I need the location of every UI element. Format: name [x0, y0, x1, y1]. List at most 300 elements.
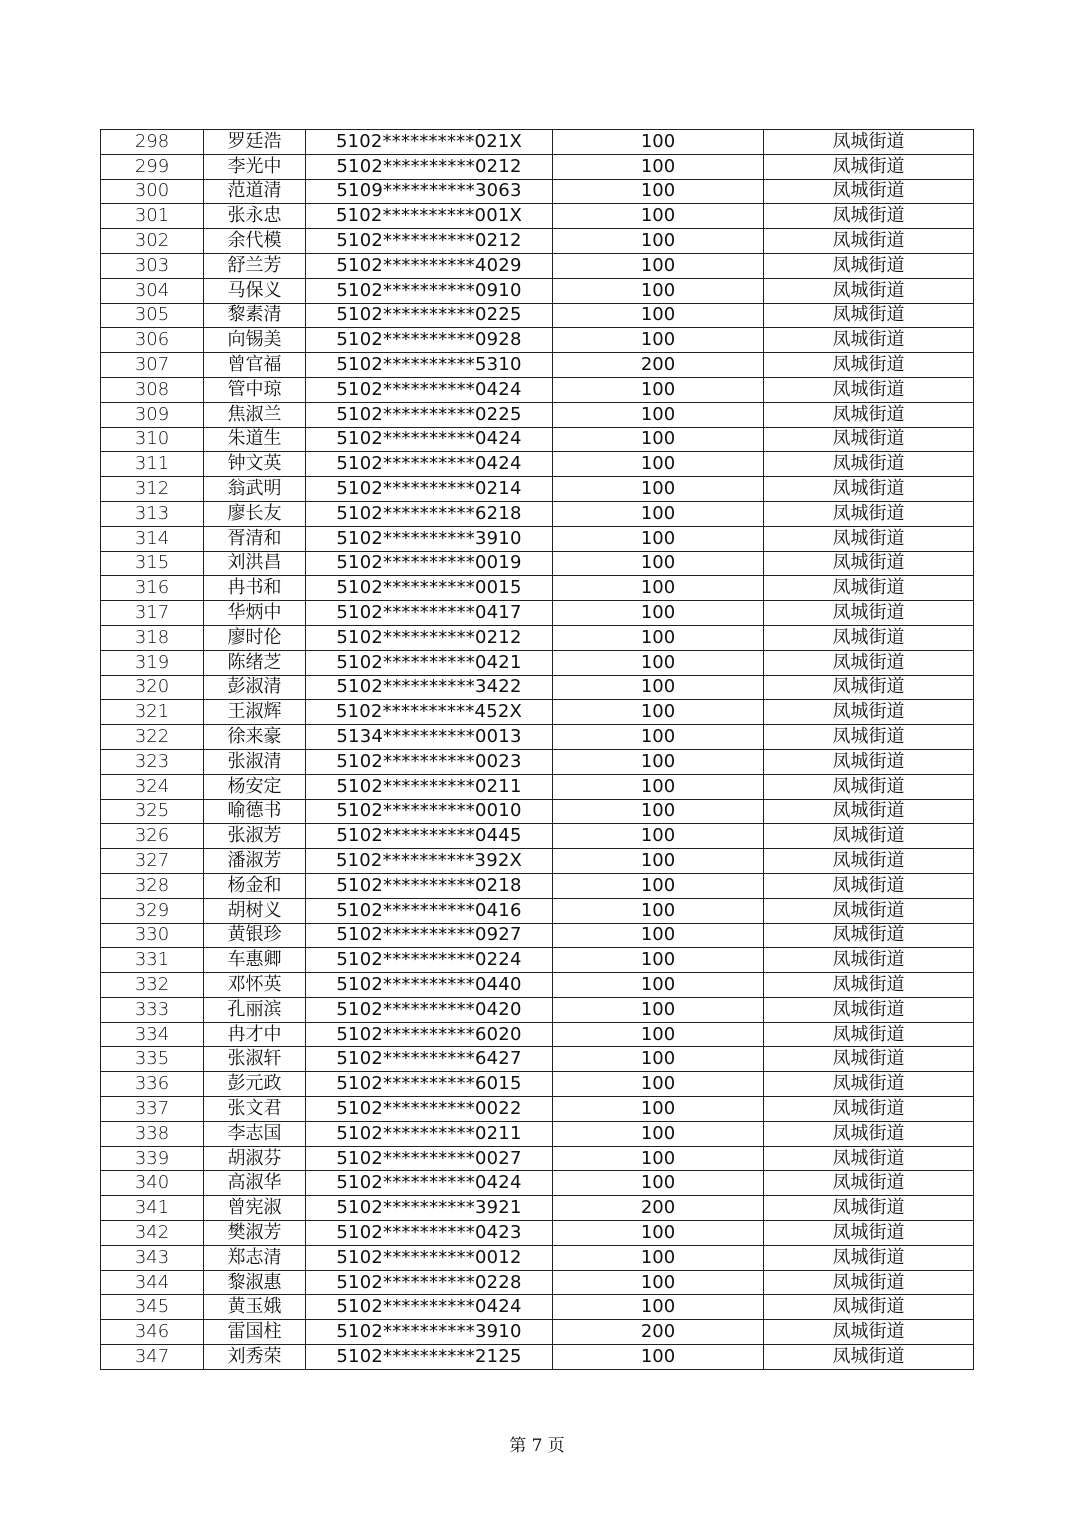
street-cell: 凤城街道	[764, 576, 974, 601]
name-cell: 李光中	[204, 154, 306, 179]
amount-cell: 100	[553, 601, 764, 626]
id-number-cell: 5102**********001X	[306, 204, 553, 229]
table-row	[101, 601, 974, 626]
name-cell: 陈绪芝	[204, 650, 306, 675]
street-cell: 凤城街道	[764, 749, 974, 774]
id-number-cell: 5102**********0423	[306, 1221, 553, 1246]
amount-cell: 100	[553, 1022, 764, 1047]
id-number-cell: 5102**********0421	[306, 650, 553, 675]
id-number-cell: 5102**********0417	[306, 601, 553, 626]
name-cell: 罗廷浩	[204, 130, 306, 155]
row-number-cell: 298	[101, 130, 204, 155]
row-number-cell: 340	[101, 1171, 204, 1196]
id-number-cell: 5102**********0214	[306, 477, 553, 502]
id-number-cell: 5102**********3422	[306, 675, 553, 700]
id-number-cell: 5102**********0211	[306, 774, 553, 799]
name-cell: 高淑华	[204, 1171, 306, 1196]
row-number-cell: 335	[101, 1047, 204, 1072]
amount-cell: 100	[553, 1270, 764, 1295]
street-cell: 凤城街道	[764, 427, 974, 452]
row-number-cell: 323	[101, 749, 204, 774]
street-cell: 凤城街道	[764, 1196, 974, 1221]
street-cell: 凤城街道	[764, 799, 974, 824]
amount-cell: 100	[553, 551, 764, 576]
row-number-cell: 327	[101, 849, 204, 874]
row-number-cell: 310	[101, 427, 204, 452]
id-number-cell: 5102**********0225	[306, 402, 553, 427]
table-row	[101, 824, 974, 849]
id-number-cell: 5134**********0013	[306, 725, 553, 750]
table-row	[101, 576, 974, 601]
id-number-cell: 5102**********3910	[306, 1320, 553, 1345]
table-row	[101, 650, 974, 675]
id-number-cell: 5102**********0218	[306, 873, 553, 898]
street-cell: 凤城街道	[764, 997, 974, 1022]
id-number-cell: 5102**********0211	[306, 1121, 553, 1146]
name-cell: 刘秀荣	[204, 1345, 306, 1370]
amount-cell: 100	[553, 774, 764, 799]
table-row	[101, 997, 974, 1022]
name-cell: 刘洪昌	[204, 551, 306, 576]
name-cell: 管中琼	[204, 377, 306, 402]
street-cell: 凤城街道	[764, 1221, 974, 1246]
row-number-cell: 312	[101, 477, 204, 502]
name-cell: 廖时伦	[204, 625, 306, 650]
row-number-cell: 329	[101, 898, 204, 923]
name-cell: 王淑辉	[204, 700, 306, 725]
id-number-cell: 5102**********6427	[306, 1047, 553, 1072]
street-cell: 凤城街道	[764, 278, 974, 303]
row-number-cell: 318	[101, 625, 204, 650]
name-cell: 焦淑兰	[204, 402, 306, 427]
table-row	[101, 328, 974, 353]
street-cell: 凤城街道	[764, 725, 974, 750]
id-number-cell: 5102**********0224	[306, 948, 553, 973]
row-number-cell: 337	[101, 1097, 204, 1122]
name-cell: 潘淑芳	[204, 849, 306, 874]
amount-cell: 100	[553, 973, 764, 998]
table-row	[101, 923, 974, 948]
street-cell: 凤城街道	[764, 328, 974, 353]
amount-cell: 100	[553, 700, 764, 725]
row-number-cell: 341	[101, 1196, 204, 1221]
street-cell: 凤城街道	[764, 1171, 974, 1196]
row-number-cell: 308	[101, 377, 204, 402]
id-number-cell: 5102**********0023	[306, 749, 553, 774]
amount-cell: 100	[553, 1047, 764, 1072]
row-number-cell: 319	[101, 650, 204, 675]
row-number-cell: 336	[101, 1072, 204, 1097]
name-cell: 车惠卿	[204, 948, 306, 973]
street-cell: 凤城街道	[764, 303, 974, 328]
amount-cell: 100	[553, 824, 764, 849]
name-cell: 曾官福	[204, 353, 306, 378]
amount-cell: 100	[553, 849, 764, 874]
name-cell: 曾宪淑	[204, 1196, 306, 1221]
id-number-cell: 5102**********0424	[306, 427, 553, 452]
amount-cell: 100	[553, 948, 764, 973]
id-number-cell: 5102**********0424	[306, 377, 553, 402]
street-cell: 凤城街道	[764, 377, 974, 402]
amount-cell: 100	[553, 526, 764, 551]
id-number-cell: 5102**********6218	[306, 501, 553, 526]
street-cell: 凤城街道	[764, 179, 974, 204]
table-row	[101, 1146, 974, 1171]
name-cell: 钟文英	[204, 452, 306, 477]
street-cell: 凤城街道	[764, 526, 974, 551]
street-cell: 凤城街道	[764, 873, 974, 898]
amount-cell: 100	[553, 749, 764, 774]
id-number-cell: 5102**********021X	[306, 130, 553, 155]
table-row	[101, 1072, 974, 1097]
table-row	[101, 501, 974, 526]
name-cell: 黎素清	[204, 303, 306, 328]
street-cell: 凤城街道	[764, 948, 974, 973]
row-number-cell: 342	[101, 1221, 204, 1246]
table-row	[101, 625, 974, 650]
table-row	[101, 1295, 974, 1320]
amount-cell: 100	[553, 725, 764, 750]
amount-cell: 100	[553, 1245, 764, 1270]
id-number-cell: 5102**********0416	[306, 898, 553, 923]
street-cell: 凤城街道	[764, 1022, 974, 1047]
amount-cell: 100	[553, 130, 764, 155]
street-cell: 凤城街道	[764, 130, 974, 155]
table-row	[101, 1097, 974, 1122]
id-number-cell: 5102**********0445	[306, 824, 553, 849]
amount-cell: 100	[553, 154, 764, 179]
id-number-cell: 5102**********0424	[306, 1171, 553, 1196]
name-cell: 范道清	[204, 179, 306, 204]
name-cell: 张淑清	[204, 749, 306, 774]
row-number-cell: 338	[101, 1121, 204, 1146]
street-cell: 凤城街道	[764, 1320, 974, 1345]
id-number-cell: 5102**********4029	[306, 253, 553, 278]
name-cell: 廖长友	[204, 501, 306, 526]
name-cell: 冉书和	[204, 576, 306, 601]
street-cell: 凤城街道	[764, 501, 974, 526]
amount-cell: 100	[553, 1171, 764, 1196]
row-number-cell: 328	[101, 873, 204, 898]
street-cell: 凤城街道	[764, 1345, 974, 1370]
amount-cell: 100	[553, 253, 764, 278]
row-number-cell: 345	[101, 1295, 204, 1320]
table-row	[101, 204, 974, 229]
row-number-cell: 305	[101, 303, 204, 328]
street-cell: 凤城街道	[764, 353, 974, 378]
row-number-cell: 334	[101, 1022, 204, 1047]
id-number-cell: 5102**********0225	[306, 303, 553, 328]
row-number-cell: 320	[101, 675, 204, 700]
table-row	[101, 229, 974, 254]
row-number-cell: 333	[101, 997, 204, 1022]
amount-cell: 100	[553, 675, 764, 700]
amount-cell: 100	[553, 1097, 764, 1122]
street-cell: 凤城街道	[764, 973, 974, 998]
name-cell: 黄玉娥	[204, 1295, 306, 1320]
id-number-cell: 5102**********0015	[306, 576, 553, 601]
street-cell: 凤城街道	[764, 154, 974, 179]
row-number-cell: 332	[101, 973, 204, 998]
row-number-cell: 300	[101, 179, 204, 204]
row-number-cell: 330	[101, 923, 204, 948]
name-cell: 黄银珍	[204, 923, 306, 948]
street-cell: 凤城街道	[764, 1121, 974, 1146]
page-number: 第 7 页	[509, 1436, 565, 1456]
street-cell: 凤城街道	[764, 402, 974, 427]
street-cell: 凤城街道	[764, 824, 974, 849]
name-cell: 朱道生	[204, 427, 306, 452]
id-number-cell: 5102**********0440	[306, 973, 553, 998]
row-number-cell: 343	[101, 1245, 204, 1270]
id-number-cell: 5109**********3063	[306, 179, 553, 204]
row-number-cell: 301	[101, 204, 204, 229]
street-cell: 凤城街道	[764, 650, 974, 675]
name-cell: 彭淑清	[204, 675, 306, 700]
street-cell: 凤城街道	[764, 1097, 974, 1122]
amount-cell: 100	[553, 1072, 764, 1097]
table-row	[101, 725, 974, 750]
street-cell: 凤城街道	[764, 1245, 974, 1270]
id-number-cell: 5102**********6020	[306, 1022, 553, 1047]
street-cell: 凤城街道	[764, 700, 974, 725]
table-row	[101, 1171, 974, 1196]
name-cell: 樊淑芳	[204, 1221, 306, 1246]
row-number-cell: 306	[101, 328, 204, 353]
table-row	[101, 353, 974, 378]
id-number-cell: 5102**********0928	[306, 328, 553, 353]
street-cell: 凤城街道	[764, 1146, 974, 1171]
name-cell: 马保义	[204, 278, 306, 303]
roster-table	[100, 129, 974, 1370]
roster-table-body	[101, 130, 974, 1370]
name-cell: 孔丽滨	[204, 997, 306, 1022]
street-cell: 凤城街道	[764, 477, 974, 502]
table-row	[101, 130, 974, 155]
amount-cell: 100	[553, 997, 764, 1022]
amount-cell: 100	[553, 1146, 764, 1171]
id-number-cell: 5102**********0424	[306, 452, 553, 477]
name-cell: 向锡美	[204, 328, 306, 353]
name-cell: 张淑轩	[204, 1047, 306, 1072]
table-row	[101, 278, 974, 303]
id-number-cell: 5102**********0212	[306, 625, 553, 650]
row-number-cell: 314	[101, 526, 204, 551]
street-cell: 凤城街道	[764, 923, 974, 948]
id-number-cell: 5102**********452X	[306, 700, 553, 725]
amount-cell: 100	[553, 923, 764, 948]
row-number-cell: 307	[101, 353, 204, 378]
name-cell: 杨金和	[204, 873, 306, 898]
amount-cell: 100	[553, 873, 764, 898]
table-row	[101, 873, 974, 898]
id-number-cell: 5102**********0424	[306, 1295, 553, 1320]
amount-cell: 100	[553, 898, 764, 923]
row-number-cell: 311	[101, 452, 204, 477]
street-cell: 凤城街道	[764, 1270, 974, 1295]
amount-cell: 100	[553, 452, 764, 477]
name-cell: 冉才中	[204, 1022, 306, 1047]
amount-cell: 100	[553, 501, 764, 526]
name-cell: 胥清和	[204, 526, 306, 551]
id-number-cell: 5102**********6015	[306, 1072, 553, 1097]
id-number-cell: 5102**********0010	[306, 799, 553, 824]
amount-cell: 100	[553, 576, 764, 601]
table-row	[101, 1196, 974, 1221]
id-number-cell: 5102**********0212	[306, 154, 553, 179]
table-row	[101, 1121, 974, 1146]
id-number-cell: 5102**********0228	[306, 1270, 553, 1295]
name-cell: 余代模	[204, 229, 306, 254]
amount-cell: 100	[553, 799, 764, 824]
amount-cell: 100	[553, 229, 764, 254]
id-number-cell: 5102**********2125	[306, 1345, 553, 1370]
table-row	[101, 1270, 974, 1295]
name-cell: 彭元政	[204, 1072, 306, 1097]
row-number-cell: 339	[101, 1146, 204, 1171]
name-cell: 张永忠	[204, 204, 306, 229]
street-cell: 凤城街道	[764, 551, 974, 576]
street-cell: 凤城街道	[764, 229, 974, 254]
street-cell: 凤城街道	[764, 452, 974, 477]
table-row	[101, 427, 974, 452]
row-number-cell: 324	[101, 774, 204, 799]
amount-cell: 100	[553, 650, 764, 675]
amount-cell: 200	[553, 353, 764, 378]
name-cell: 黎淑惠	[204, 1270, 306, 1295]
table-row	[101, 1245, 974, 1270]
street-cell: 凤城街道	[764, 601, 974, 626]
row-number-cell: 346	[101, 1320, 204, 1345]
table-row	[101, 179, 974, 204]
amount-cell: 100	[553, 328, 764, 353]
amount-cell: 100	[553, 477, 764, 502]
row-number-cell: 309	[101, 402, 204, 427]
table-row	[101, 849, 974, 874]
amount-cell: 100	[553, 1121, 764, 1146]
id-number-cell: 5102**********0022	[306, 1097, 553, 1122]
id-number-cell: 5102**********0019	[306, 551, 553, 576]
amount-cell: 100	[553, 377, 764, 402]
amount-cell: 100	[553, 1221, 764, 1246]
table-row	[101, 774, 974, 799]
table-row	[101, 1047, 974, 1072]
street-cell: 凤城街道	[764, 204, 974, 229]
amount-cell: 100	[553, 303, 764, 328]
street-cell: 凤城街道	[764, 675, 974, 700]
name-cell: 舒兰芳	[204, 253, 306, 278]
row-number-cell: 315	[101, 551, 204, 576]
id-number-cell: 5102**********0910	[306, 278, 553, 303]
row-number-cell: 313	[101, 501, 204, 526]
row-number-cell: 316	[101, 576, 204, 601]
id-number-cell: 5102**********0927	[306, 923, 553, 948]
amount-cell: 100	[553, 278, 764, 303]
amount-cell: 100	[553, 402, 764, 427]
amount-cell: 200	[553, 1196, 764, 1221]
name-cell: 华炳中	[204, 601, 306, 626]
amount-cell: 100	[553, 1345, 764, 1370]
id-number-cell: 5102**********0420	[306, 997, 553, 1022]
table-row	[101, 700, 974, 725]
id-number-cell: 5102**********392X	[306, 849, 553, 874]
row-number-cell: 299	[101, 154, 204, 179]
table-row	[101, 402, 974, 427]
table-row	[101, 948, 974, 973]
amount-cell: 100	[553, 1295, 764, 1320]
id-number-cell: 5102**********3910	[306, 526, 553, 551]
table-row	[101, 377, 974, 402]
row-number-cell: 325	[101, 799, 204, 824]
table-row	[101, 1345, 974, 1370]
table-row	[101, 675, 974, 700]
table-row	[101, 1221, 974, 1246]
name-cell: 喻德书	[204, 799, 306, 824]
table-row	[101, 526, 974, 551]
table-row	[101, 898, 974, 923]
street-cell: 凤城街道	[764, 849, 974, 874]
name-cell: 胡树义	[204, 898, 306, 923]
id-number-cell: 5102**********0012	[306, 1245, 553, 1270]
row-number-cell: 317	[101, 601, 204, 626]
table-row	[101, 749, 974, 774]
row-number-cell: 302	[101, 229, 204, 254]
amount-cell: 100	[553, 625, 764, 650]
row-number-cell: 322	[101, 725, 204, 750]
name-cell: 翁武明	[204, 477, 306, 502]
name-cell: 李志国	[204, 1121, 306, 1146]
amount-cell: 100	[553, 179, 764, 204]
row-number-cell: 347	[101, 1345, 204, 1370]
id-number-cell: 5102**********5310	[306, 353, 553, 378]
street-cell: 凤城街道	[764, 1295, 974, 1320]
row-number-cell: 303	[101, 253, 204, 278]
table-row	[101, 799, 974, 824]
table-row	[101, 551, 974, 576]
row-number-cell: 326	[101, 824, 204, 849]
row-number-cell: 304	[101, 278, 204, 303]
name-cell: 徐来豪	[204, 725, 306, 750]
street-cell: 凤城街道	[764, 774, 974, 799]
name-cell: 郑志清	[204, 1245, 306, 1270]
name-cell: 张淑芳	[204, 824, 306, 849]
street-cell: 凤城街道	[764, 625, 974, 650]
row-number-cell: 344	[101, 1270, 204, 1295]
table-row	[101, 1022, 974, 1047]
name-cell: 邓怀英	[204, 973, 306, 998]
street-cell: 凤城街道	[764, 253, 974, 278]
row-number-cell: 321	[101, 700, 204, 725]
row-number-cell: 331	[101, 948, 204, 973]
street-cell: 凤城街道	[764, 1072, 974, 1097]
amount-cell: 100	[553, 204, 764, 229]
amount-cell: 100	[553, 427, 764, 452]
name-cell: 张文君	[204, 1097, 306, 1122]
name-cell: 雷国柱	[204, 1320, 306, 1345]
table-row	[101, 154, 974, 179]
id-number-cell: 5102**********0027	[306, 1146, 553, 1171]
id-number-cell: 5102**********3921	[306, 1196, 553, 1221]
table-row	[101, 1320, 974, 1345]
name-cell: 胡淑芬	[204, 1146, 306, 1171]
table-row	[101, 973, 974, 998]
table-row	[101, 303, 974, 328]
amount-cell: 200	[553, 1320, 764, 1345]
street-cell: 凤城街道	[764, 1047, 974, 1072]
table-row	[101, 253, 974, 278]
name-cell: 杨安定	[204, 774, 306, 799]
table-row	[101, 452, 974, 477]
